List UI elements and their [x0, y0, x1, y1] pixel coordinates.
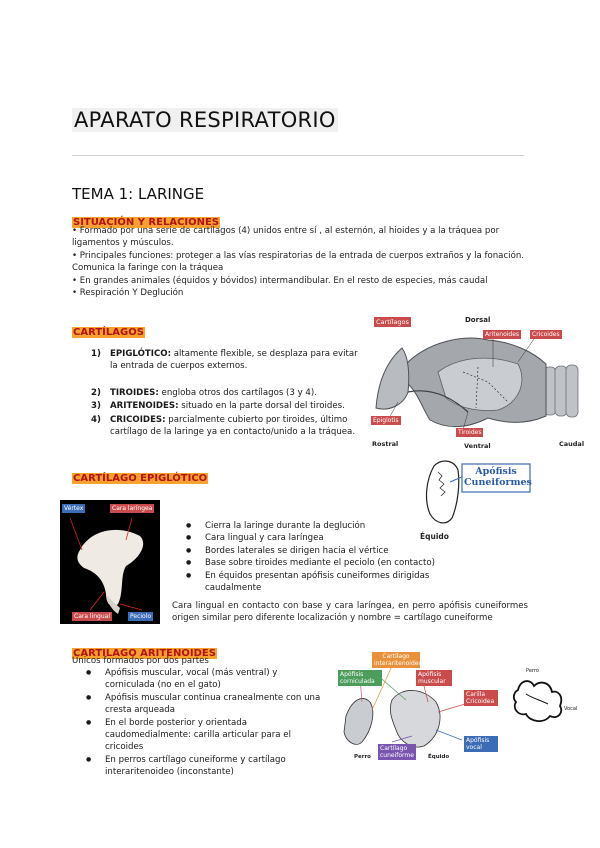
muscular-label: Apófisis muscular [416, 670, 452, 686]
situacion-bullet: • Principales funciones: proteger a las vías respiratorias de la entrada de cuerpos extraños y la fonación. Comunica la faringe con la tráquea [72, 250, 525, 274]
epiglottis-shape [60, 500, 160, 624]
equido-label: Équido [420, 532, 449, 541]
epiglotico-bullet: ● Bordes laterales se dirigen hacia el vértice [186, 545, 486, 557]
apofisis-cuneiformes-label: Apófisis Cuneiformes [464, 466, 532, 488]
aritenoides-bullet: ● Apófisis muscular, vocal (más ventral) y corniculada (no en el gato) [86, 667, 322, 692]
ventral-label: Ventral [464, 442, 491, 450]
rostral-label: Rostral [372, 440, 399, 448]
vocal-process-label: Apófisis vocal [464, 736, 498, 752]
section-title: TEMA 1: LARINGE [72, 185, 205, 203]
corniculada-label: Apófisis corniculada [338, 670, 382, 686]
cartilago-item: 1) EPIGLÓTICO: altamente flexible, se desplaza para evitar la entrada de cuerpos externos. [91, 349, 358, 372]
epiglotico-bullet: ● Base sobre tiroides mediante el peciolo (en contacto) [186, 557, 486, 569]
interaritenoideo-label: Cartílago interaritenoideo [374, 653, 423, 667]
epiglotis-label: Epiglotis [373, 417, 399, 424]
title-divider [72, 155, 524, 156]
aritenoides-figure [332, 650, 500, 766]
aritenoides-intro: Únicos formados por dos partes [72, 656, 209, 666]
perro-figure [500, 664, 580, 744]
tiroides-label: Tiroides [458, 429, 482, 436]
perro-sketch [500, 664, 580, 744]
perro-top-label: Perro [526, 668, 539, 674]
situacion-bullet: • Respiración Y Deglución [72, 288, 184, 299]
aritenoides-label: Aritenoides [485, 331, 520, 338]
vocal-small-label: Vocal [564, 706, 578, 712]
epiglotico-bullet: ● Cara lingual y cara laríngea [186, 532, 486, 544]
cartilago-item: 3) ARITENOIDES: situado en la parte dorsal del tiroides. [91, 401, 345, 412]
epiglotico-bullet: ● Cierra la laringe durante la deglución [186, 520, 486, 532]
cara-lingual-label: Cara lingual [74, 613, 111, 620]
cartilagos-heading: CARTÍLAGOS [73, 327, 144, 338]
perro-left-label: Perro [354, 754, 371, 760]
epiglotico-bullet: ● En équidos presentan apófisis cuneiformes dirigidas caudalmente [186, 570, 486, 595]
cartilagos-tag: Cartílagos [376, 318, 409, 326]
equido-fig-label: Équido [428, 754, 450, 760]
aritenoides-bullets [86, 667, 322, 779]
caudal-label: Caudal [559, 440, 585, 448]
aritenoides-heading: CARTILAGO ARITENOIDES [73, 648, 216, 659]
situacion-bullet: • Formado por una serie de cartílagos (4) unidos entre sí , al esternón, al hioides y a la tráquea por ligamentos y músculos. [72, 226, 500, 249]
cartilago-item: 2) TIROIDES: engloba otros dos cartílagos (3 y 4). [91, 387, 317, 398]
vertex-label: Vértex [64, 505, 84, 512]
aritenoides-bullet: ● En el borde posterior y orientada caudomedialmente: carilla articular para el cricoides [86, 717, 322, 754]
epiglotico-heading: CARTÍLAGO EPIGLÓTICO [73, 473, 208, 484]
epiglotico-note: Cara lingual en contacto con base y cara laríngea, en perro apófisis cuneiformes origen similar pero diferente localización y nombre = cartílago cuneiforme [172, 601, 528, 624]
cartilagos-list [91, 348, 363, 442]
situacion-bullet: • En grandes animales (équidos y bóvidos) intermandibular. En el resto de especies, más caudal [72, 275, 488, 286]
situacion-text [72, 225, 527, 299]
epiglottis-photo [60, 500, 160, 624]
cuneiforme-label: Cartílago cuneiforme [378, 744, 416, 760]
peciolo-label: Peciolo [130, 613, 152, 620]
cara-laringea-label: Cara laríngea [112, 505, 153, 512]
aritenoides-bullet: ● Apófisis muscular continua cranealmente con una cresta arqueada [86, 692, 322, 717]
situacion-heading: SITUACIÓN Y RELACIONES [73, 217, 220, 228]
page-title: APARATO RESPIRATORIO [74, 108, 336, 132]
cartilago-item: 4) CRICOIDES: parcialmente cubierto por tiroides, último cartílago de la laringe ya en contacto/unido a la tráquea. [91, 414, 356, 438]
epiglotico-bullets [186, 520, 486, 594]
cricoides-label: Cricoides [532, 331, 560, 338]
dorsal-label: Dorsal [465, 316, 491, 324]
aritenoides-bullet: ● En perros cartílago cuneiforme y cartílago interaritenoideo (inconstante) [86, 754, 322, 779]
larynx-figure [368, 312, 588, 450]
carilla-label: Carilla Cricoidea [464, 690, 498, 706]
